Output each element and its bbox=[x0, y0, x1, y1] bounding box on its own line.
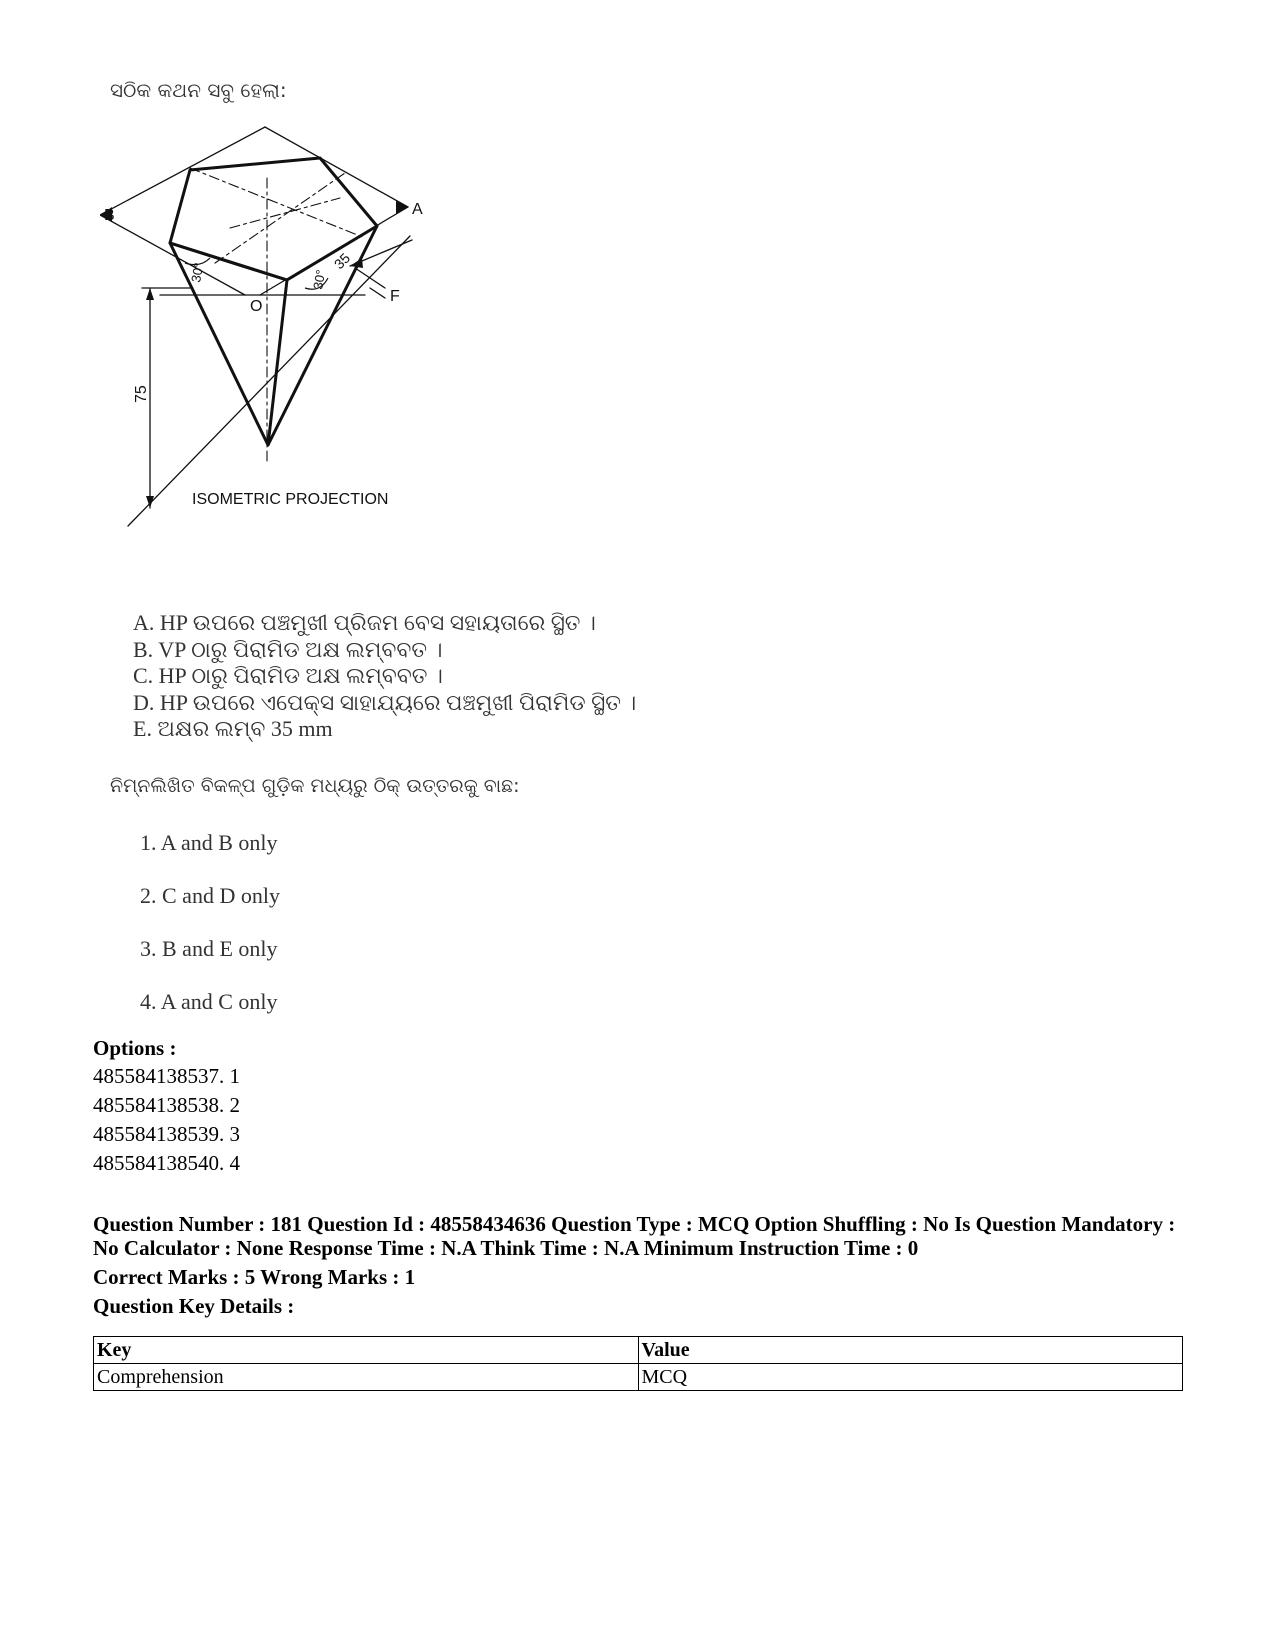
option-item-1: 485584138537. 1 bbox=[93, 1064, 240, 1088]
meta-line-2: No Calculator : None Response Time : N.A Think Time : N.A Minimum Instruction Time : 0 bbox=[93, 1236, 919, 1260]
center-line-diag-3 bbox=[230, 198, 340, 228]
choose-prompt: ନିମ୍ନଲିଖିତ ବିକଳ୍ପ ଗୁଡ଼ିକ ମଧ୍ୟରୁ ଠିକ୍ ଉତ୍ତରକୁ ବାଛ: bbox=[110, 775, 520, 797]
cell-key: Comprehension bbox=[94, 1364, 639, 1391]
edge-mid-a bbox=[170, 243, 287, 280]
statement-b: B. VP ଠାରୁ ପିରାମିଡ ଅକ୍ଷ ଲମ୍ବବତ । bbox=[133, 636, 443, 662]
header-key: Key bbox=[94, 1337, 639, 1364]
figure-caption: ISOMETRIC PROJECTION bbox=[192, 491, 389, 508]
table-header-row bbox=[94, 1337, 1183, 1364]
ground-line bbox=[128, 236, 410, 526]
edge-left-to-apex bbox=[170, 243, 268, 445]
label-a: A bbox=[412, 201, 423, 218]
options-heading: Options : bbox=[93, 1036, 177, 1060]
statement-d: D. HP ଉପରେ ଏପେକ୍ସ ସାହାଯ୍ୟରେ ପଞ୍ଚମୁଖୀ ପିରାମିଡ ସ୍ଥିତ । bbox=[133, 689, 637, 715]
dim-35-ext bbox=[370, 288, 385, 298]
edge-front-to-apex bbox=[268, 280, 287, 445]
rhombus-lower-left bbox=[100, 215, 245, 295]
choice-list bbox=[140, 828, 280, 1040]
center-line-diag-2 bbox=[215, 173, 345, 263]
question-intro: ସଠିକ କଥନ ସବୁ ହେଲା: bbox=[110, 78, 287, 102]
options-list bbox=[93, 1062, 240, 1178]
choice-1: 1. A and B only bbox=[140, 830, 278, 855]
isometric-projection-figure bbox=[100, 118, 450, 538]
statement-e: E. ଅକ୍ଷର ଲମ୍ବ 35 mm bbox=[133, 716, 333, 741]
choice-4: 4. A and C only bbox=[140, 989, 278, 1014]
label-b: B bbox=[104, 207, 115, 224]
rhombus-top-right bbox=[265, 127, 408, 207]
label-dim-35: 35 bbox=[330, 249, 354, 273]
statement-a: A. HP ଉପରେ ପଞ୍ଚମୁଖୀ ପ୍ରିଜମ ବେସ ସହାୟତାରେ ସ୍ଥିତ । bbox=[133, 610, 596, 635]
label-o: O bbox=[250, 298, 263, 315]
header-value: Value bbox=[638, 1337, 1183, 1364]
option-item-2: 485584138538. 2 bbox=[93, 1093, 240, 1117]
label-angle-right: 30° bbox=[310, 268, 329, 291]
question-meta bbox=[93, 1212, 1193, 1318]
statement-c: C. HP ଠାରୁ ପିରାମିଡ ଅକ୍ଷ ଲମ୍ବବତ । bbox=[133, 663, 443, 688]
question-key-table bbox=[93, 1336, 1183, 1391]
statement-list bbox=[133, 610, 636, 743]
choice-2: 2. C and D only bbox=[140, 883, 280, 908]
table-row bbox=[94, 1364, 1183, 1391]
key-details-heading: Question Key Details : bbox=[93, 1294, 295, 1318]
marks-line: Correct Marks : 5 Wrong Marks : 1 bbox=[93, 1265, 416, 1289]
option-item-4: 485584138540. 4 bbox=[93, 1151, 240, 1175]
cell-value: MCQ bbox=[638, 1364, 1183, 1391]
option-item-3: 485584138539. 3 bbox=[93, 1122, 240, 1146]
leader-f bbox=[355, 268, 385, 288]
choice-3: 3. B and E only bbox=[140, 936, 278, 961]
label-angle-left: 30° bbox=[188, 261, 207, 284]
label-dim-75: 75 bbox=[133, 385, 150, 403]
label-f: F bbox=[390, 288, 400, 305]
meta-line-1: Question Number : 181 Question Id : 48558434636 Question Type : MCQ Option Shuffling : No Is Question Mandatory : bbox=[93, 1212, 1176, 1236]
